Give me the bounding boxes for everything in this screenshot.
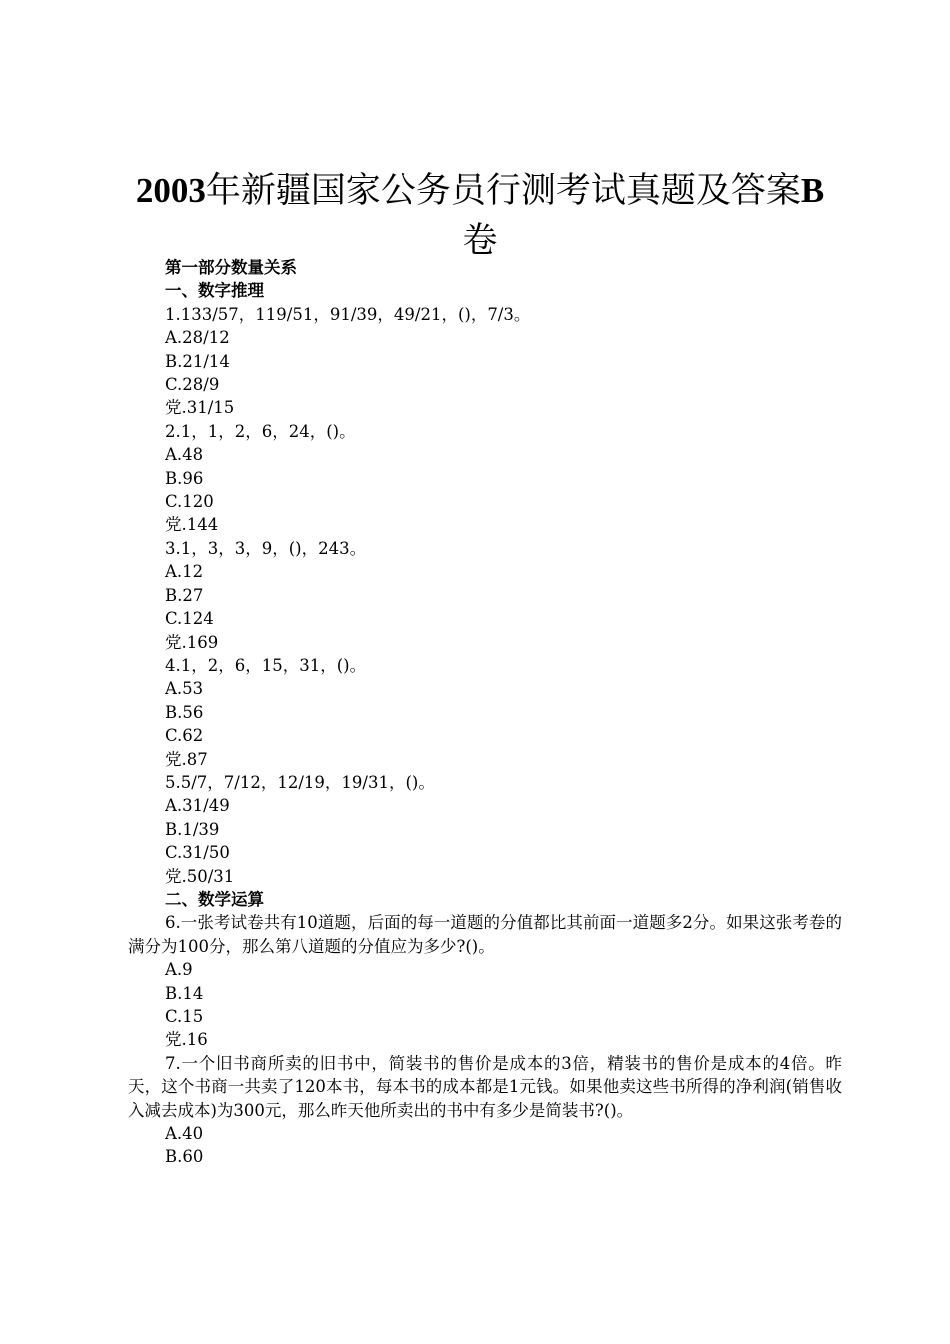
- question-1-option-c: C.28/9: [165, 375, 220, 395]
- question-3-stem: 3.1，3，3，9，()，243。: [165, 538, 367, 558]
- question-6-stem: 6.一张考试卷共有10道题，后面的每一道题的分值都比其前面一道题多2分。如果这张考卷的满分为100分，那么第八道题的分值应为多少?()。: [128, 913, 842, 956]
- title-line2: 卷: [462, 221, 498, 261]
- question-2-option-c: C.120: [165, 492, 214, 512]
- question-4-option-a: A.53: [165, 679, 204, 699]
- question-3-option-a: A.12: [165, 562, 204, 582]
- question-4-option-c: C.62: [165, 726, 204, 746]
- question-7-option-a: A.40: [165, 1124, 204, 1144]
- question-6-option-c: C.15: [165, 1007, 204, 1026]
- question-2-option-b: B.96: [165, 468, 204, 488]
- question-1-option-d: 党.31/15: [165, 398, 235, 418]
- section1-heading: 一、数字推理: [165, 281, 264, 301]
- question-5-stem: 5.5/7，7/12，12/19，19/31，()。: [165, 772, 435, 792]
- question-2-option-d: 党.144: [165, 515, 219, 535]
- question-5-option-b: B.1/39: [165, 819, 220, 839]
- question-6-option-b: B.14: [165, 983, 204, 1003]
- question-1-stem: 1.133/57，119/51，91/39，49/21，()，7/3。: [165, 304, 531, 324]
- question-1-option-b: B.21/14: [165, 351, 230, 371]
- question-3-option-d: 党.169: [165, 632, 219, 652]
- section2-heading: 二、数学运算: [165, 889, 264, 909]
- question-5-option-a: A.31/49: [165, 796, 230, 816]
- question-2-stem: 2.1，1，2，6，24，()。: [165, 421, 356, 441]
- question-4-stem: 4.1，2，6，15，31，()。: [165, 655, 367, 675]
- question-4-option-d: 党.87: [165, 749, 208, 769]
- question-3-option-b: B.27: [165, 585, 204, 605]
- question-7-stem: 7.一个旧书商所卖的旧书中，简装书的售价是成本的3倍，精装书的售价是成本的4倍。昨天，这个书商一共卖了120本书，每本书的成本都是1元钱。如果他卖这些书所得的净利润(销售收入减去成本)为300元，那么昨天他所卖出的书中有多少是简装书?()。: [128, 1053, 842, 1120]
- title-suffix: B: [800, 171, 825, 210]
- question-5-option-d: 党.50/31: [165, 866, 235, 886]
- document-title: [110, 166, 850, 266]
- question-6-option-d: 党.16: [165, 1030, 208, 1050]
- question-3-option-c: C.124: [165, 609, 214, 629]
- document-body: [128, 256, 842, 1169]
- question-6-option-a: A.9: [165, 960, 193, 980]
- part1-heading: 第一部分数量关系: [165, 258, 297, 277]
- title-year: 2003: [135, 171, 206, 210]
- title-main: 年新疆国家公务员行测考试真题及答案: [205, 171, 801, 211]
- question-7-option-b: B.60: [165, 1147, 204, 1167]
- question-4-option-b: B.56: [165, 702, 204, 722]
- question-1-option-a: A.28/12: [165, 328, 230, 348]
- question-5-option-c: C.31/50: [165, 843, 230, 863]
- question-2-option-a: A.48: [165, 445, 204, 465]
